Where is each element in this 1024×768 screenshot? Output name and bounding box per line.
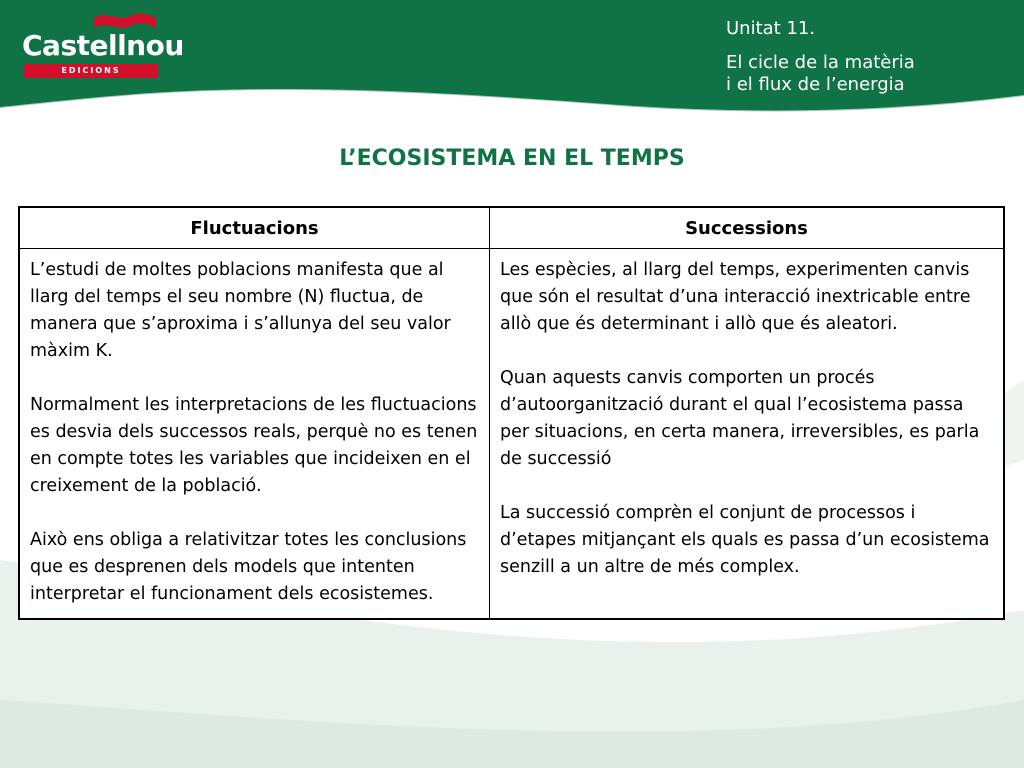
table-header-row <box>19 207 1004 249</box>
unit-info <box>726 18 915 96</box>
logo-wordmark: Castellnou <box>22 29 184 62</box>
unit-number: Unitat 11. <box>726 18 816 39</box>
unit-subtitle-line2: i el flux de l’energia <box>726 74 905 95</box>
paragraph: La successió comprèn el conjunt de processos i d’etapes mitjançant els quals es passa d’un ecosistema senzill a un altre de més complex. <box>500 503 990 577</box>
cell-successions <box>490 249 1005 620</box>
unit-subtitle-line1: El cicle de la matèria <box>726 52 915 73</box>
cell-fluctuacions <box>19 249 490 620</box>
header-fluctuacions: Fluctuacions <box>19 207 490 249</box>
paragraph: Les espècies, al llarg del temps, experimenten canvis que són el resultat d’una interacció inextricable entre allò que és determinant i allò que és aleatori. <box>500 260 971 334</box>
slide-title: L’ECOSISTEMA EN EL TEMPS <box>339 146 685 171</box>
logo-subtitle: EDICIONS <box>24 64 158 78</box>
paragraph: L’estudi de moltes poblacions manifesta que al llarg del temps el seu nombre (N) fluctua, de manera que s’aproxima i s’allunya del seu valor màxim K. <box>30 260 451 361</box>
paragraph: Quan aquests canvis comporten un procés d’autoorganització durant el qual l’ecosistema passa per situacions, en certa manera, irreversibles, es parla de successió <box>500 368 980 469</box>
paragraph: Normalment les interpretacions de les fluctuacions es desvia dels successos reals, perquè no es tenen en compte totes les variables que incideixen en el creixement de la població. <box>30 395 478 496</box>
comparison-table <box>18 206 1005 620</box>
table-row <box>19 249 1004 620</box>
header-successions: Successions <box>490 207 1005 249</box>
castellnou-logo <box>22 10 184 78</box>
paragraph: Això ens obliga a relativitzar totes les conclusions que es desprenen dels models que intenten interpretar el funcionament dels ecosistemes. <box>30 530 467 604</box>
